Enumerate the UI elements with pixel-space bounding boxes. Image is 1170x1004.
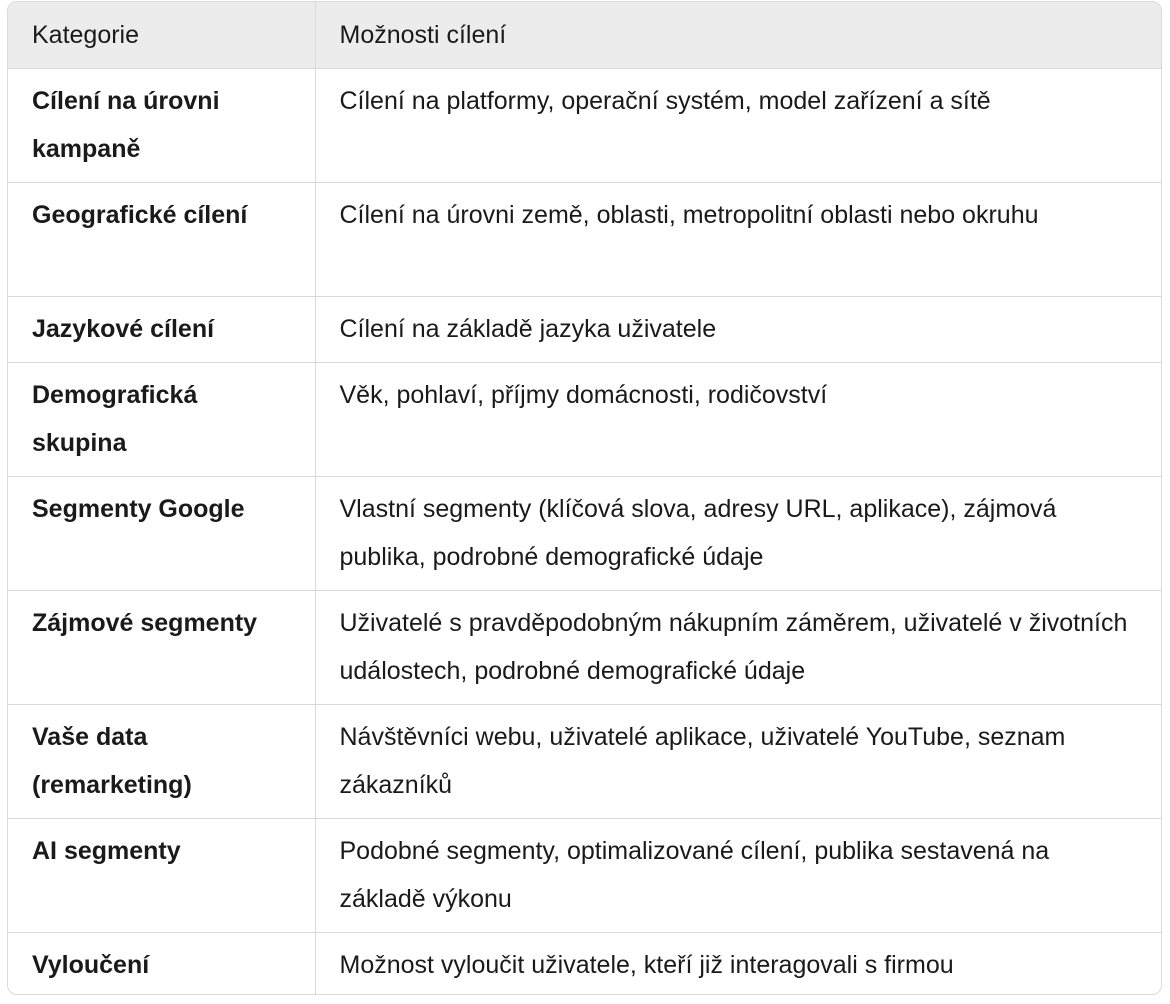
options-cell: Vlastní segmenty (klíčová slova, adresy URL, aplikace), zájmová publika, podrobné demografické údaje bbox=[315, 476, 1161, 590]
options-cell: Věk, pohlaví, příjmy domácnosti, rodičovství bbox=[315, 362, 1161, 476]
category-cell: Demografická skupina bbox=[8, 362, 315, 476]
column-header-options: Možnosti cílení bbox=[315, 2, 1161, 68]
table-header bbox=[8, 2, 1161, 68]
category-cell: Cílení na úrovni kampaně bbox=[32, 86, 220, 163]
targeting-table bbox=[8, 2, 1161, 995]
table-row bbox=[8, 68, 1161, 182]
column-header-category: Kategorie bbox=[8, 2, 315, 68]
category-cell: AI segmenty bbox=[8, 818, 315, 932]
table-row bbox=[8, 296, 1161, 362]
options-cell: Možnost vyloučit uživatele, kteří již interagovali s firmou bbox=[315, 932, 1161, 995]
targeting-table-container bbox=[7, 1, 1162, 995]
category-cell: Vyloučení bbox=[8, 932, 315, 995]
options-cell: Uživatelé s pravděpodobným nákupním záměrem, uživatelé v životních událostech, podrobné demografické údaje bbox=[315, 590, 1161, 704]
options-cell: Cílení na základě jazyka uživatele bbox=[315, 296, 1161, 362]
table-row bbox=[8, 182, 1161, 296]
category-cell: Zájmové segmenty bbox=[8, 590, 315, 704]
table-row bbox=[8, 362, 1161, 476]
options-cell: Cílení na úrovni země, oblasti, metropolitní oblasti nebo okruhu bbox=[315, 182, 1161, 296]
table-row bbox=[8, 818, 1161, 932]
table-row bbox=[8, 704, 1161, 818]
category-cell: Jazykové cílení bbox=[8, 296, 315, 362]
category-cell: Segmenty Google bbox=[8, 476, 315, 590]
table-body bbox=[8, 68, 1161, 995]
options-cell: Návštěvníci webu, uživatelé aplikace, uživatelé YouTube, seznam zákazníků bbox=[315, 704, 1161, 818]
options-cell: Cílení na platformy, operační systém, model zařízení a sítě bbox=[315, 68, 1161, 182]
options-cell: Podobné segmenty, optimalizované cílení, publika sestavená na základě výkonu bbox=[315, 818, 1161, 932]
category-cell: Vaše data (remarketing) bbox=[8, 704, 315, 818]
table-row bbox=[8, 932, 1161, 995]
category-cell: Geografické cílení bbox=[8, 182, 315, 296]
table-row bbox=[8, 476, 1161, 590]
header-row bbox=[8, 2, 1161, 68]
table-row bbox=[8, 590, 1161, 704]
